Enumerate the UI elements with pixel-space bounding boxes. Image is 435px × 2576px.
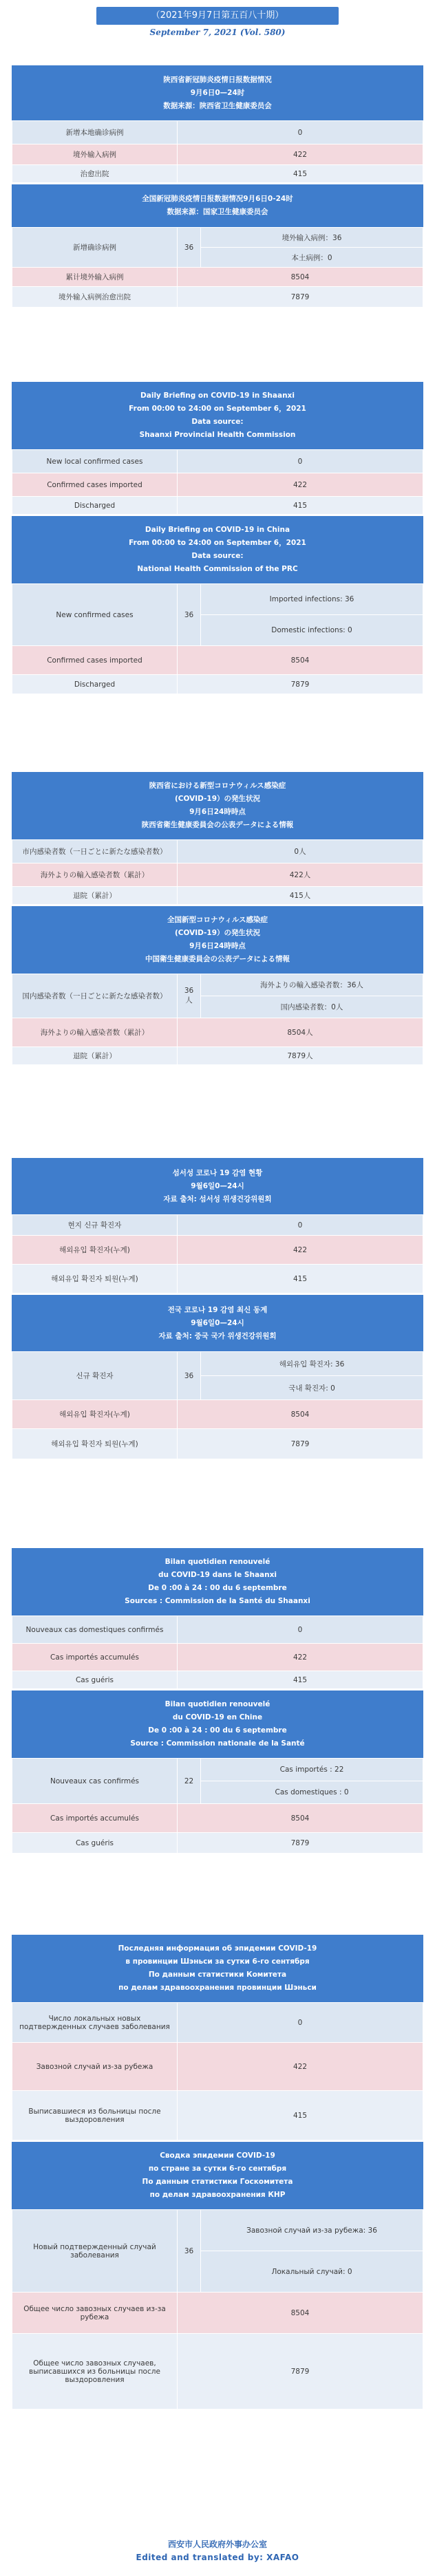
header-line: Shaanxi Provincial Health Commission [139,431,296,439]
row-value: 422 [178,1644,423,1671]
china-table [12,583,423,694]
issue-date: September 7, 2021 (Vol. 580) [149,28,286,37]
header-line: 陕西省新冠肺炎疫情日报数据情况 [163,75,272,84]
table-row [12,1616,423,1644]
row-value: 422 [178,144,423,165]
row-value: 7879 [178,675,423,694]
row-value: 7879 [178,287,423,308]
issue-banner: （2021年9月7日第五百八十期） [96,7,339,25]
footer-credit: Edited and translated by: XAFAO [136,2553,299,2562]
table-row [12,228,423,248]
header-line: По данным статистики Комитета [148,1971,287,1979]
row-value: 415 [178,165,423,183]
new-cases-label: 신규 확진자 [12,1352,178,1400]
section-header [12,906,423,974]
header-line: Bilan quotidien renouvelé [165,1558,270,1566]
table-row [12,887,423,905]
row-label: 境外输入病例治愈出院 [12,287,178,308]
local-cases: Cas domestiques : 0 [201,1781,423,1804]
imported-cases: Cas importés : 22 [201,1759,423,1781]
table-row [12,1759,423,1781]
table-row [12,1804,423,1833]
row-label: 境外输入病例 [12,144,178,165]
header-line: 9月6日0—24时 [190,88,245,97]
row-value: 0 [178,1616,423,1644]
new-cases-value: 36 [178,228,201,268]
row-label: Cas importés accumulés [12,1804,178,1833]
section-header [12,1935,423,2002]
header-line: 数据来源：陕西省卫生健康委员会 [163,101,272,110]
row-label: Cas guéris [12,1671,178,1689]
new-cases-value: 36 [178,2210,201,2293]
new-cases-label: 新增确诊病例 [12,228,178,268]
header-line: 9월6일0—24시 [191,1318,244,1327]
table-row [12,144,423,165]
table-row [12,1400,423,1429]
shaanxi-table [12,1214,423,1294]
header-line: 陝西省における新型コロナウィルス感染症 [149,782,286,790]
row-label: Выписавшиеся из больницы после выздоровления [12,2091,178,2140]
header-line: Bilan quotidien renouvelé [165,1700,270,1708]
row-value: 7879 [178,2334,423,2409]
section-fr [12,1548,423,1854]
row-label: Cas importés accumulés [12,1644,178,1671]
row-value: 415 [178,1265,423,1294]
row-label: Общее число завозных случаев из-за рубежа [12,2293,178,2334]
china-table [12,2209,423,2409]
row-label: Confirmed cases imported [12,646,178,675]
table-row [12,1215,423,1236]
row-label: Discharged [12,497,178,515]
row-label: Nouveaux cas domestiques confirmés [12,1616,178,1644]
header-line: National Health Commission of the PRC [137,565,298,573]
row-label: 海外よりの輸入感染者数（累計） [12,1018,178,1047]
table-row [12,974,423,996]
china-table [12,227,423,308]
table-row [12,1047,423,1065]
new-cases-label: Новый подтвержденный случай заболевания [12,2210,178,2293]
table-row [12,2043,423,2091]
row-label: 退院（累計） [12,887,178,905]
row-value: 7879人 [178,1047,423,1065]
header-line: (COVID-19）の発生状況 [174,929,261,937]
china-table [12,1758,423,1854]
table-row [12,646,423,675]
row-label: 해외유입 확진자 퇴원(누계) [12,1265,178,1294]
local-cases: Domestic infections: 0 [201,615,423,646]
row-label: 治愈出院 [12,165,178,183]
china-table [12,1351,423,1459]
new-cases-value: 36 [178,1352,201,1400]
row-label: 退院（累計） [12,1047,178,1065]
header-line: по делам здравоохранения провинции Шэньси [118,1984,317,1992]
table-row [12,675,423,694]
section-header [12,184,423,227]
china-table [12,974,423,1065]
header-line: From 00:00 to 24:00 on September 6，2021 [129,539,306,547]
table-row [12,165,423,183]
section-header [12,1295,423,1351]
imported-cases: 해외유입 확진자: 36 [201,1352,423,1376]
table-row [12,1644,423,1671]
row-value: 415 [178,2091,423,2140]
header-line: Source : Commission nationale de la Santé [130,1739,305,1748]
table-row [12,2091,423,2140]
row-label: 해외유입 확진자(누계) [12,1236,178,1265]
header-line: по делам здравоохранения КНР [149,2191,286,2199]
shaanxi-table [12,2002,423,2140]
footer-org: 西安市人民政府外事办公室 [167,2540,267,2549]
row-label: New local confirmed cases [12,450,178,473]
table-row [12,840,423,863]
header-line: 자료 출처: 중국 국가 위생건강위원회 [158,1331,277,1340]
new-cases-value: 36 [178,584,201,646]
header-line: 9月6日24時時点 [189,942,246,950]
row-value: 415 [178,1671,423,1689]
row-value: 422 [178,473,423,497]
row-value: 8504 [178,1400,423,1429]
section-zh [12,65,423,308]
section-header [12,65,423,120]
row-value: 0 [178,2003,423,2043]
table-row [12,2003,423,2043]
table-row [12,450,423,473]
new-cases-value: 22 [178,1759,201,1804]
row-value: 422人 [178,863,423,887]
header-line: Data source: [191,418,244,426]
table-row [12,121,423,144]
header-line: по стране за сутки 6-го сентября [148,2165,287,2173]
header-line: 陝西省衛生健康委員会の公表データによる情報 [141,821,294,829]
shaanxi-table [12,120,423,183]
table-row [12,1352,423,1376]
header-line: From 00:00 to 24:00 on September 6，2021 [129,405,306,413]
section-ko [12,1158,423,1459]
header-line: Daily Briefing on COVID-19 in China [145,526,290,534]
new-cases-label: Nouveaux cas confirmés [12,1759,178,1804]
row-value: 8504人 [178,1018,423,1047]
imported-cases: 境外输入病例：36 [201,228,423,248]
table-row [12,1265,423,1294]
row-value: 0 [178,1215,423,1236]
header-line: du COVID-19 en Chine [172,1713,263,1721]
table-row [12,2293,423,2334]
row-value: 0 [178,121,423,144]
table-row [12,1236,423,1265]
new-cases-label: 国内感染者数（一日ごとに新たな感染者数） [12,974,178,1018]
header-line: De 0 :00 à 24 : 00 du 6 septembre [148,1726,287,1735]
row-value: 8504 [178,646,423,675]
section-header [12,1690,423,1758]
shaanxi-table [12,449,423,515]
section-header [12,2142,423,2209]
row-value: 415人 [178,887,423,905]
row-value: 8504 [178,268,423,287]
header-line: Сводка эпидемии COVID-19 [160,2151,275,2160]
row-value: 7879 [178,1429,423,1459]
header-line: 全国新型コロナウィルス感染症 [167,916,268,924]
header-line: Data source: [191,552,244,560]
row-label: 新增本地确诊病例 [12,121,178,144]
header-line: 9월6일0—24시 [191,1181,244,1190]
imported-cases: Imported infections: 36 [201,584,423,615]
header-line: 全国新冠肺炎疫情日报数据情况9月6日0-24时 [142,195,293,203]
table-row [12,473,423,497]
row-label: 해외유입 확진자 퇴원(누계) [12,1429,178,1459]
section-header [12,1158,423,1214]
row-label: Общее число завозных случаев, выписавшихся из больницы после выздоровления [12,2334,178,2409]
row-value: 8504 [178,1804,423,1833]
table-row [12,1671,423,1689]
new-cases-value: 36人 [178,974,201,1018]
row-value: 422 [178,2043,423,2091]
section-ja [12,772,423,1065]
row-value: 8504 [178,2293,423,2334]
row-label: 현지 신규 확진자 [12,1215,178,1236]
shaanxi-table [12,1616,423,1689]
row-value: 7879 [178,1833,423,1854]
header-line: 数据来源：国家卫生健康委员会 [167,208,268,216]
header-line: (COVID-19）の発生状況 [174,795,261,803]
table-row [12,2334,423,2409]
local-cases: 国内感染者数：0人 [201,996,423,1018]
table-row [12,863,423,887]
table-row [12,1018,423,1047]
row-label: 累计境外输入病例 [12,268,178,287]
table-row [12,584,423,615]
header-line: 자료 출처: 섬서성 위생건강위원회 [163,1194,272,1203]
section-header [12,772,423,839]
header-line: в провинции Шэньси за сутки 6-го сентября [125,1957,310,1966]
header-line: Daily Briefing on COVID-19 in Shaanxi [140,391,295,400]
imported-cases: 海外よりの輸入感染者数：36人 [201,974,423,996]
header-line: 中国衛生健康委員会の公表データによる情報 [145,955,290,963]
header-line: 9月6日24時時点 [189,808,246,816]
row-value: 422 [178,1236,423,1265]
header-line: Sources : Commission de la Santé du Shaanxi [125,1597,310,1605]
local-cases: Локальный случай: 0 [201,2251,423,2293]
table-row [12,497,423,515]
header-line: 섬서성 코로나 19 감염 현황 [172,1168,263,1177]
row-label: Cas guéris [12,1833,178,1854]
header-line: Последняя информация об эпидемии COVID-19 [118,1944,317,1953]
table-row [12,2210,423,2251]
row-label: 海外よりの輸入感染者数（累計） [12,863,178,887]
local-cases: 국내 확진자: 0 [201,1376,423,1400]
header-line: De 0 :00 à 24 : 00 du 6 septembre [148,1584,287,1592]
table-row [12,287,423,308]
row-label: 市内感染者数（一日ごとに新たな感染者数） [12,840,178,863]
row-value: 0 [178,450,423,473]
row-label: Confirmed cases imported [12,473,178,497]
section-en [12,382,423,694]
row-value: 0人 [178,840,423,863]
imported-cases: Завозной случай из-за рубежа: 36 [201,2210,423,2251]
local-cases: 本土病例：0 [201,248,423,268]
header-line: По данным статистики Госкомитета [142,2178,293,2186]
section-header [12,382,423,449]
header-line: 전국 코로나 19 감염 최신 동계 [167,1305,268,1314]
section-ru [12,1935,423,2409]
section-header [12,516,423,583]
new-cases-label: New confirmed cases [12,584,178,646]
shaanxi-table [12,839,423,905]
row-label: Завозной случай из-за рубежа [12,2043,178,2091]
row-value: 415 [178,497,423,515]
section-header [12,1548,423,1616]
row-label: 해외유입 확진자(누계) [12,1400,178,1429]
table-row [12,1429,423,1459]
table-row [12,1833,423,1854]
row-label: Discharged [12,675,178,694]
row-label: Число локальных новых подтвержденных случаев заболевания [12,2003,178,2043]
header-line: du COVID-19 dans le Shaanxi [158,1571,277,1579]
table-row [12,268,423,287]
